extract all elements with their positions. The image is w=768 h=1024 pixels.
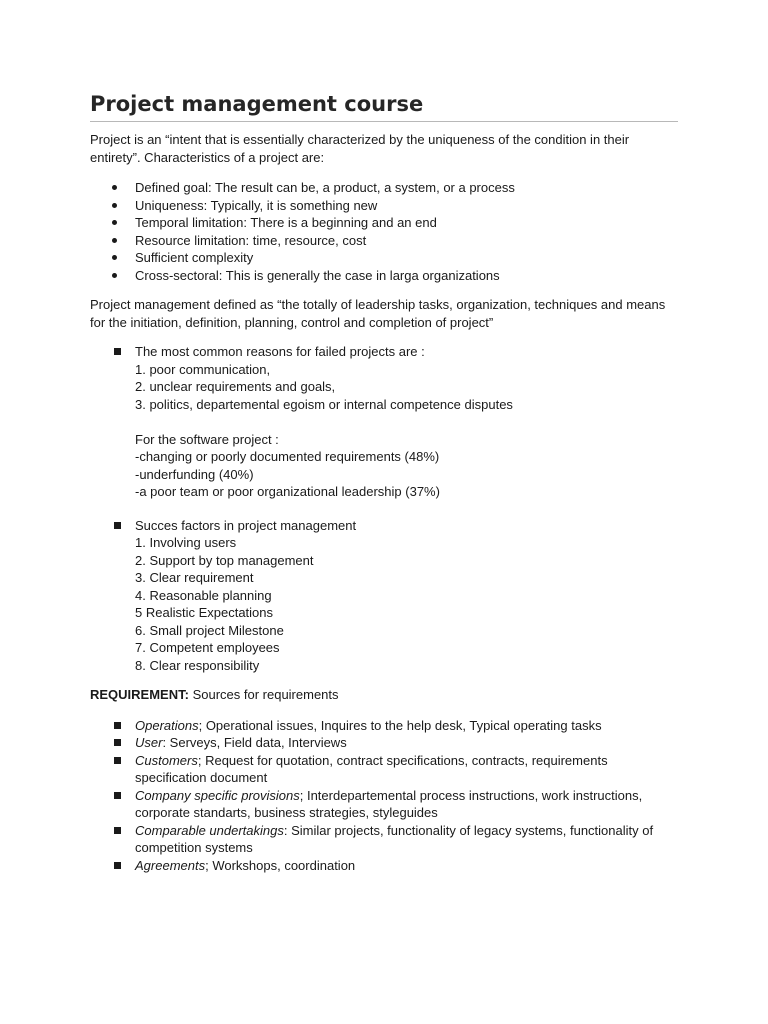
intro-paragraph: Project is an “intent that is essentially characterized by the uniqueness of the condition in their entirety”. Characteristics of a project are: <box>90 132 630 165</box>
requirement-paragraph: REQUIREMENT: Sources for requirements <box>90 687 339 703</box>
list-item: Comparable undertakings: Similar projects, functionality of legacy systems, functionality of competition systems <box>90 822 678 857</box>
bullet-square-icon <box>114 757 121 764</box>
characteristics-list <box>90 179 678 284</box>
list-item: Succes factors in project management 1. Involving users 2. Support by top management 3. Clear requirement 4. Reasonable planning 5 Realistic Expectations 6. Small project Milestone 7. Competent employees 8. Clear responsibility <box>90 517 678 675</box>
bullet-square-icon <box>114 739 121 746</box>
list-item: Uniqueness: Typically, it is something new <box>90 197 678 215</box>
bullet-dot-icon <box>112 203 117 208</box>
requirement-label: REQUIREMENT: <box>90 687 189 703</box>
list-item: Operations; Operational issues, Inquires to the help desk, Typical operating tasks <box>90 717 678 735</box>
success-factors-list <box>90 517 678 675</box>
bullet-dot-icon <box>112 220 117 225</box>
list-item: Temporal limitation: There is a beginning and an end <box>90 214 678 232</box>
bullet-dot-icon <box>112 255 117 260</box>
failed-heading: The most common reasons for failed projects are : <box>135 344 425 360</box>
bullet-dot-icon <box>112 273 117 278</box>
list-item: Company specific provisions; Interdepartemental process instructions, work instructions, corporate standarts, business strategies, styleguides <box>90 787 678 822</box>
success-heading: Succes factors in project management <box>135 517 357 533</box>
list-item: Cross-sectoral: This is generally the case in larga organizations <box>90 267 678 285</box>
list-item: Customers; Request for quotation, contract specifications, contracts, requirements specification document <box>90 752 678 787</box>
list-item: User: Serveys, Field data, Interviews <box>90 734 678 752</box>
list-item: Sufficient complexity <box>90 249 678 267</box>
title-underline <box>90 121 678 122</box>
requirement-sources-list <box>90 717 678 875</box>
bullet-square-icon <box>114 522 121 529</box>
list-item: Resource limitation: time, resource, cost <box>90 232 678 250</box>
document-page <box>90 90 678 874</box>
bullet-square-icon <box>114 348 121 355</box>
list-item: The most common reasons for failed projects are : 1. poor communication, 2. unclear requirements and goals, 3. politics, departemental egoism or internal competence disputes For the software project : -changing or poorly documented requirements (48%) -underfunding (40%) -a poor team or poor organizational leadership (37%) <box>90 343 678 501</box>
software-heading: For the software project : <box>135 431 279 447</box>
bullet-square-icon <box>114 827 121 834</box>
bullet-square-icon <box>114 862 121 869</box>
bullet-square-icon <box>114 792 121 799</box>
list-item: Defined goal: The result can be, a product, a system, or a process <box>90 179 678 197</box>
bullet-square-icon <box>114 722 121 729</box>
failed-projects-list <box>90 343 678 501</box>
pm-definition-paragraph: Project management defined as “the totally of leadership tasks, organization, techniques and means for the initiation, definition, planning, control and completion of project” <box>90 297 666 330</box>
list-item: Agreements; Workshops, coordination <box>90 857 678 875</box>
page-title: Project management course <box>90 92 424 116</box>
bullet-dot-icon <box>112 185 117 190</box>
bullet-dot-icon <box>112 238 117 243</box>
